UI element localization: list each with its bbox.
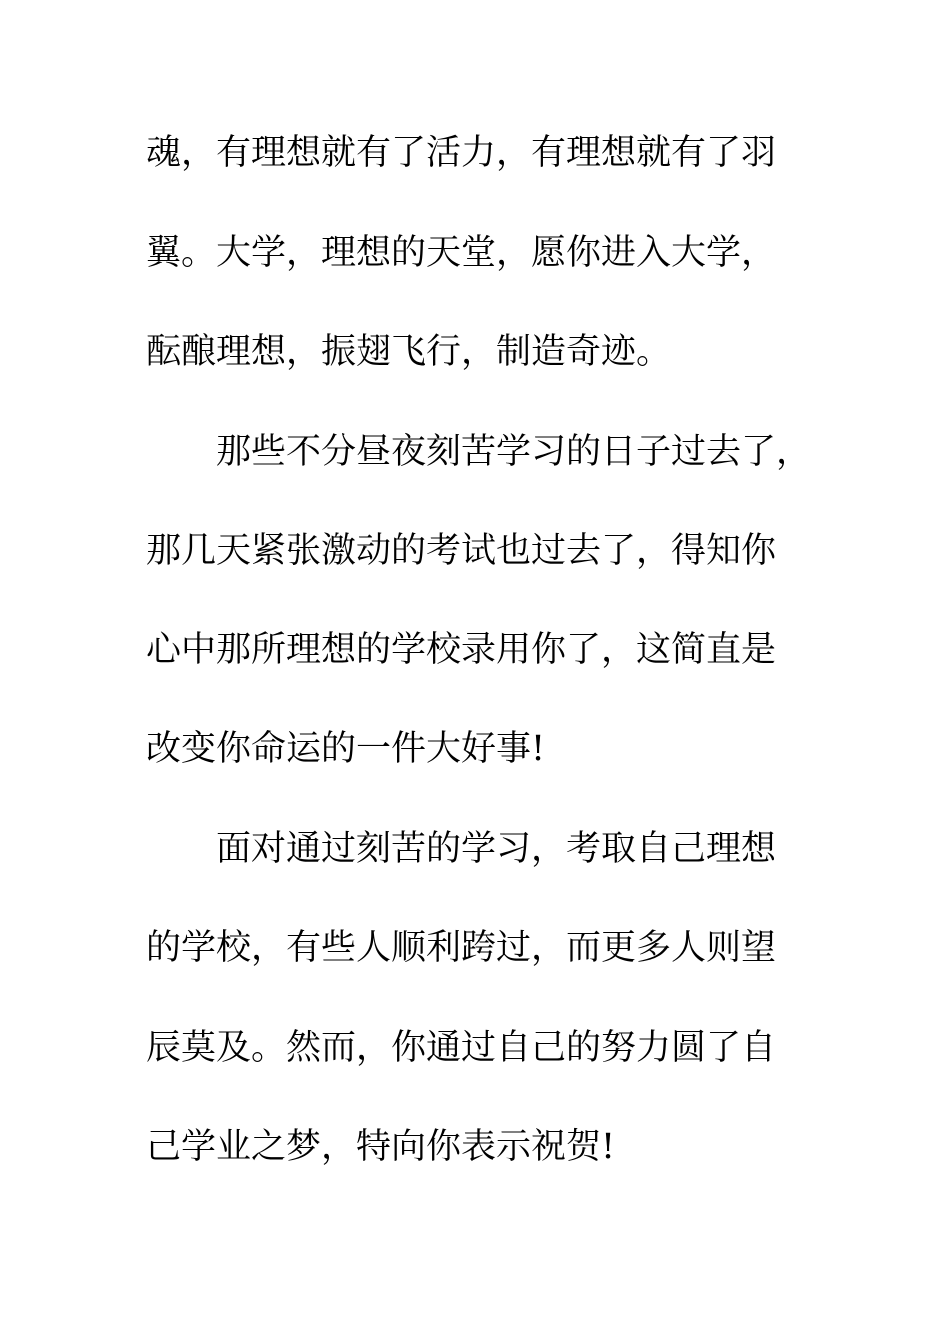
text-line: 那几天紧张激动的考试也过去了，得知你 [146, 531, 777, 571]
text-line: 的学校，有些人顺利跨过，而更多人则望 [146, 928, 777, 968]
paragraph-start-line: 面对通过刻苦的学习，考取自己理想 [216, 829, 777, 869]
text-line: 改变你命运的一件大好事! [146, 729, 546, 769]
text-line: 辰莫及。然而，你通过自己的努力圆了自 [146, 1028, 777, 1068]
text-line: 酝酿理想，振翅飞行，制造奇迹。 [146, 332, 672, 372]
text-line: 己学业之梦，特向你表示祝贺! [146, 1127, 616, 1167]
text-line: 心中那所理想的学校录用你了，这简直是 [146, 630, 777, 670]
text-line: 翼。大学，理想的天堂，愿你进入大学， [146, 233, 777, 273]
text-line: 魂，有理想就有了活力，有理想就有了羽 [146, 133, 777, 173]
paragraph-start-line: 那些不分昼夜刻苦学习的日子过去了， [216, 432, 812, 472]
